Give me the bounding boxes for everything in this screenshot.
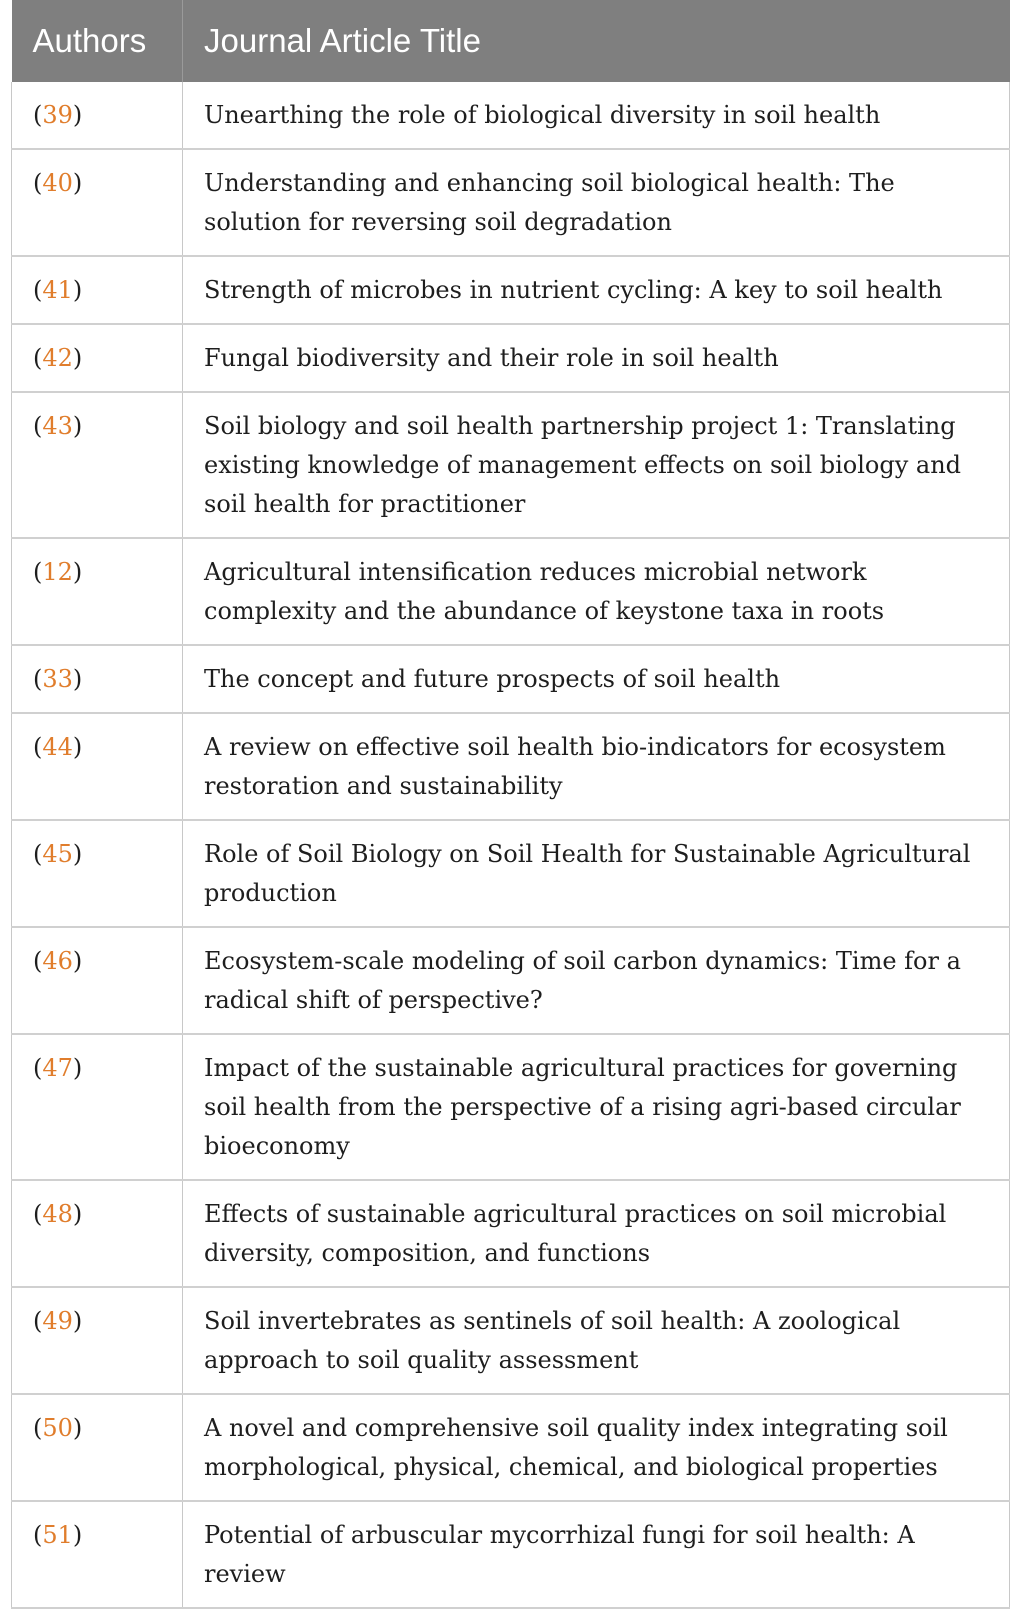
article-title-cell: A review on effective soil health bio-indicators for ecosystem restoration and sustainability <box>183 713 1010 820</box>
table-row <box>12 538 1010 645</box>
paren-open: ( <box>33 276 43 304</box>
authors-header: Authors <box>12 0 183 82</box>
paren-close: ) <box>72 344 83 372</box>
reference-link[interactable]: 48 <box>42 1200 73 1228</box>
paren-open: ( <box>33 733 43 761</box>
author-ref-cell <box>12 645 183 713</box>
references-table <box>11 0 1010 1609</box>
table-row <box>12 149 1010 256</box>
reference-link[interactable]: 51 <box>42 1521 73 1549</box>
paren-close: ) <box>72 1200 83 1228</box>
author-ref-cell <box>12 256 183 324</box>
author-ref-cell <box>12 82 183 149</box>
reference-link[interactable]: 47 <box>42 1054 73 1082</box>
author-ref-cell <box>12 324 183 392</box>
article-title-cell: Soil invertebrates as sentinels of soil health: A zoological approach to soil quality assessment <box>183 1287 1010 1394</box>
paren-close: ) <box>72 665 83 693</box>
author-ref-cell <box>12 1180 183 1287</box>
author-ref-cell <box>12 713 183 820</box>
table-row <box>12 1501 1010 1608</box>
article-title-cell: Soil biology and soil health partnership project 1: Translating existing knowledge of management effects on soil biology and soil health for practitioner <box>183 392 1010 538</box>
title-header: Journal Article Title <box>183 0 1010 82</box>
paren-open: ( <box>33 1414 43 1442</box>
author-ref-cell <box>12 149 183 256</box>
paren-close: ) <box>72 840 83 868</box>
table-row <box>12 324 1010 392</box>
table-body <box>12 82 1010 1608</box>
article-title-cell: Fungal biodiversity and their role in soil health <box>183 324 1010 392</box>
article-title-cell: Strength of microbes in nutrient cycling: A key to soil health <box>183 256 1010 324</box>
paren-open: ( <box>33 169 43 197</box>
reference-link[interactable]: 45 <box>42 840 73 868</box>
header-row <box>12 0 1010 82</box>
table-row <box>12 1180 1010 1287</box>
article-title-cell: Understanding and enhancing soil biological health: The solution for reversing soil degradation <box>183 149 1010 256</box>
paren-open: ( <box>33 1054 43 1082</box>
paren-close: ) <box>72 733 83 761</box>
table-row <box>12 1287 1010 1394</box>
author-ref-cell <box>12 538 183 645</box>
paren-open: ( <box>33 947 43 975</box>
reference-link[interactable]: 42 <box>42 344 73 372</box>
article-title-cell: Role of Soil Biology on Soil Health for Sustainable Agricultural production <box>183 820 1010 927</box>
reference-link[interactable]: 40 <box>42 169 73 197</box>
article-title-cell: Agricultural intensification reduces microbial network complexity and the abundance of keystone taxa in roots <box>183 538 1010 645</box>
table-row <box>12 927 1010 1034</box>
paren-open: ( <box>33 1307 43 1335</box>
article-title-cell: Ecosystem-scale modeling of soil carbon dynamics: Time for a radical shift of perspective? <box>183 927 1010 1034</box>
reference-link[interactable]: 33 <box>42 665 73 693</box>
paren-open: ( <box>33 1200 43 1228</box>
article-title-cell: A novel and comprehensive soil quality index integrating soil morphological, physical, chemical, and biological properties <box>183 1394 1010 1501</box>
author-ref-cell <box>12 392 183 538</box>
reference-link[interactable]: 46 <box>42 947 73 975</box>
author-ref-cell <box>12 927 183 1034</box>
table-row <box>12 82 1010 149</box>
paren-open: ( <box>33 412 43 440</box>
paren-open: ( <box>33 101 43 129</box>
article-title-cell: Impact of the sustainable agricultural practices for governing soil health from the perspective of a rising agri-based circular bioeconomy <box>183 1034 1010 1180</box>
author-ref-cell <box>12 1034 183 1180</box>
paren-open: ( <box>33 665 43 693</box>
author-ref-cell <box>12 1394 183 1501</box>
reference-link[interactable]: 12 <box>42 558 73 586</box>
article-title-cell: Unearthing the role of biological diversity in soil health <box>183 82 1010 149</box>
reference-link[interactable]: 44 <box>42 733 73 761</box>
author-ref-cell <box>12 1501 183 1608</box>
paren-open: ( <box>33 344 43 372</box>
reference-link[interactable]: 49 <box>42 1307 73 1335</box>
paren-close: ) <box>72 169 83 197</box>
table-row <box>12 713 1010 820</box>
table-row <box>12 256 1010 324</box>
table-row <box>12 820 1010 927</box>
paren-close: ) <box>72 412 83 440</box>
paren-open: ( <box>33 1521 43 1549</box>
paren-close: ) <box>72 1307 83 1335</box>
table-row <box>12 392 1010 538</box>
article-title-cell: The concept and future prospects of soil health <box>183 645 1010 713</box>
paren-close: ) <box>72 101 83 129</box>
author-ref-cell <box>12 1287 183 1394</box>
author-ref-cell <box>12 820 183 927</box>
paren-close: ) <box>72 558 83 586</box>
paren-open: ( <box>33 840 43 868</box>
article-title-cell: Potential of arbuscular mycorrhizal fungi for soil health: A review <box>183 1501 1010 1608</box>
paren-close: ) <box>72 947 83 975</box>
reference-link[interactable]: 43 <box>42 412 73 440</box>
reference-link[interactable]: 50 <box>42 1414 73 1442</box>
reference-link[interactable]: 39 <box>42 101 73 129</box>
table-row <box>12 645 1010 713</box>
table-row <box>12 1034 1010 1180</box>
paren-open: ( <box>33 558 43 586</box>
article-title-cell: Effects of sustainable agricultural practices on soil microbial diversity, composition, and functions <box>183 1180 1010 1287</box>
paren-close: ) <box>72 276 83 304</box>
paren-close: ) <box>72 1414 83 1442</box>
paren-close: ) <box>72 1054 83 1082</box>
reference-link[interactable]: 41 <box>42 276 73 304</box>
table-row <box>12 1394 1010 1501</box>
paren-close: ) <box>72 1521 83 1549</box>
